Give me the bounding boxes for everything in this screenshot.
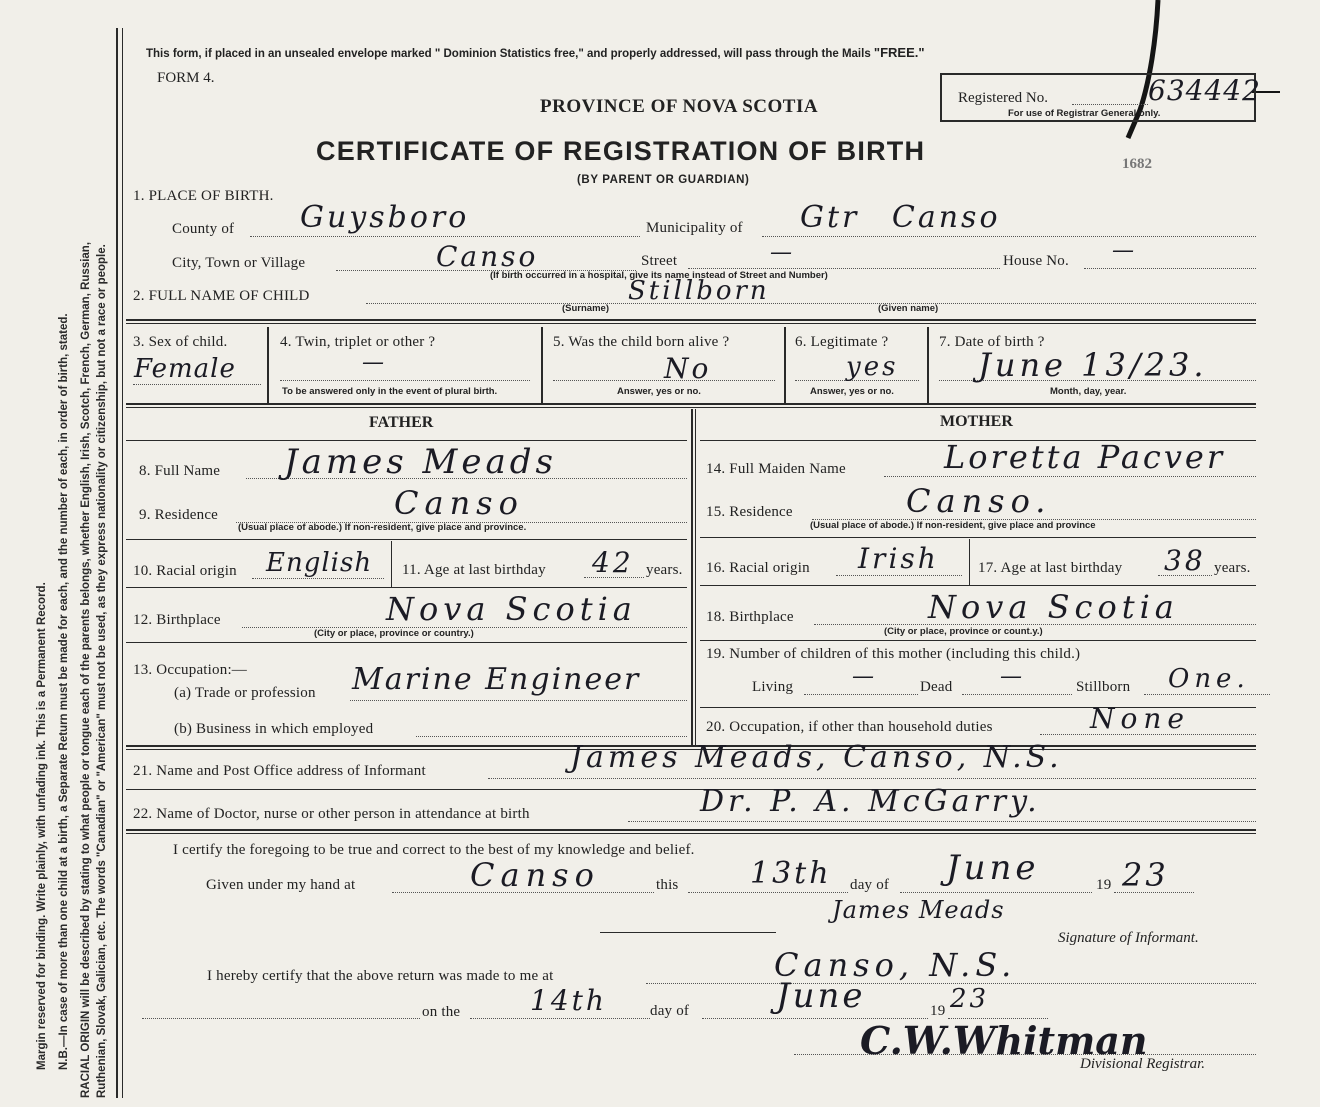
twin-line [280,380,530,381]
year-prefix: 19 [1096,877,1112,893]
municipality-value: Gtr Canso [800,200,1001,235]
child-name-line [366,303,1256,304]
mother-racial-value: Irish [858,542,939,575]
registered-number-value: 634442 [1148,74,1261,107]
month-value: June [946,848,1040,888]
mother-heading: MOTHER [940,413,1013,430]
mother-age-years: years. [1214,560,1251,576]
year-value: 23 [1122,856,1169,894]
mail-notice [146,45,925,60]
child-name-value: Stillborn [628,276,770,306]
legitimate-note: Answer, yes or no. [810,386,894,397]
living-label: Living [752,679,794,695]
surname-note: (Surname) [562,303,609,314]
dob-label: 7. Date of birth ? [939,334,1045,350]
born-alive-label: 5. Was the child born alive ? [553,334,730,350]
mother-racial-label: 16. Racial origin [706,560,810,576]
parent-divider-b [695,409,696,747]
informant-signature-label: Signature of Informant. [1058,930,1199,946]
informant-value: James Meads, Canso, N.S. [570,740,1063,775]
living-line [804,694,918,695]
business-line [416,736,687,737]
informant-signature: James Meads [832,896,1005,924]
county-value: Guysboro [300,200,470,235]
twin-note: To be answered only in the event of plural birth. [282,386,498,397]
dead-label: Dead [920,679,953,695]
doctor-label: 22. Name of Doctor, nurse or other person in attendance at birth [133,806,530,822]
father-rule-b [126,587,687,588]
mother-birthplace-label: 18. Birthplace [706,609,794,625]
margin-rule-outer [116,28,118,1098]
mother-age-value: 38 [1164,544,1206,577]
dead-line [962,694,1072,695]
dead-value: — [1000,664,1025,689]
certificate-subtitle: (BY PARENT OR GUARDIAN) [577,174,750,186]
father-birthplace-label: 12. Birthplace [133,612,221,628]
registrar-day-of-label: day of [650,1003,690,1019]
mother-residence-note: (Usual place of abode.) If non-resident, give place and province [810,520,1096,531]
col-div-2 [541,327,543,403]
doctor-value: Dr. P. A. McGarry. [700,784,1041,819]
given-place-value: Canso [470,856,600,894]
dob-value: June 13/23. [978,346,1208,384]
margin-note-binding: Margin reserved for binding. Write plainly, with unfading ink. This is a Permanent Record. [36,582,48,1070]
mother-birthplace-note: (City or place, province or count.y.) [884,626,1043,637]
father-age-value: 42 [592,546,634,579]
municipality-label: Municipality of [646,220,743,236]
city-label: City, Town or Village [172,255,306,271]
month-line [900,892,1092,893]
sex-label: 3. Sex of child. [133,334,228,350]
mother-rule-b [700,585,1256,586]
rule-2b [126,407,1256,408]
margin-rule-inner [122,28,123,1098]
col-div-1 [267,327,269,403]
rule-5b [126,833,1256,834]
child-name-label: 2. FULL NAME OF CHILD [133,288,310,304]
mother-name-label: 14. Full Maiden Name [706,461,846,477]
rule-1 [126,319,1256,321]
informant-label: 21. Name and Post Office address of Informant [133,763,426,779]
margin-note-plural: N.B.—In case of more than one child at a birth, a Separate Return must be made for each, and the number of each, in order of birth, stated. [58,313,70,1070]
registrar-leading-line [142,1018,420,1019]
registrar-statement: I hereby certify that the above return was made to me at [207,968,554,984]
father-residence-note: (Usual place of abode.) If non-resident, give place and province. [238,522,527,533]
living-value: — [852,664,877,689]
street-line [688,268,1000,269]
mother-residence-value: Canso. [906,482,1052,520]
children-count-label: 19. Number of children of this mother (including this child.) [706,646,1081,662]
sex-line [133,384,261,385]
stillborn-label: Stillborn [1076,679,1131,695]
col-div-3 [784,327,786,403]
day-line [688,892,848,893]
dob-note: Month, day, year. [1050,386,1127,397]
registrar-title-label: Divisional Registrar. [1080,1056,1206,1072]
legitimate-value: yes [846,352,899,382]
mother-birthplace-value: Nova Scotia [928,588,1179,626]
given-name-note: (Given name) [878,303,939,314]
mother-occupation-value: None [1090,702,1190,735]
county-label: County of [172,221,235,237]
father-heading: FATHER [369,414,434,431]
municipality-line [762,236,1256,237]
hospital-note: (If birth occurred in a hospital, give its name instead of Street and Number) [490,270,828,281]
registrar-use-note: For use of Registrar General only. [1008,108,1161,119]
certify-statement: I certify the foregoing to be true and correct to the best of my knowledge and belief. [173,842,695,858]
trade-value: Marine Engineer [352,662,641,697]
city-value: Canso [436,240,539,273]
business-label: (b) Business in which employed [174,721,374,737]
stillborn-value: One. [1168,664,1250,694]
occupation-label: 13. Occupation:— [133,662,248,678]
rule-5 [126,829,1256,831]
given-label: Given under my hand at [206,877,356,893]
registrar-day-value: 14th [530,984,607,1017]
mother-name-line [884,476,1256,477]
registrar-day-line [470,1018,650,1019]
mother-rule-c [700,640,1256,641]
form-number: FORM 4. [157,70,215,86]
born-alive-note: Answer, yes or no. [617,386,701,397]
mother-occupation-label: 20. Occupation, if other than household duties [706,719,993,735]
house-line [1084,268,1256,269]
registrar-year-prefix: 19 [930,1003,946,1019]
trade-line [350,700,687,701]
stillborn-line [1144,694,1270,695]
mother-racial-divider [969,539,970,585]
house-value: — [1112,238,1137,263]
registered-label: Registered No. [958,90,1048,106]
margin-note-racial: RACIAL ORIGIN will be described by stating to what people or tongue each of the parents belongs, whether English, Irish, Scotch, French, German, Russian, [80,241,92,1098]
father-rule-c [126,642,687,643]
registrar-signature: C.W.Whitman [860,1018,1148,1063]
father-name-value: James Meads [284,442,557,482]
parent-divider [691,409,693,747]
certificate-title: CERTIFICATE OF REGISTRATION OF BIRTH [316,136,926,166]
mother-age-label: 17. Age at last birthday [978,560,1123,576]
father-racial-line [252,578,384,579]
registrar-year-value: 23 [950,984,990,1014]
father-age-label: 11. Age at last birthday [402,562,546,578]
born-alive-value: No [664,352,712,385]
rule-1b [126,323,1256,324]
mother-rule-a [700,537,1256,538]
county-line [250,236,640,237]
house-label: House No. [1003,253,1069,269]
day-of-label: day of [850,877,890,893]
registrar-place-value: Canso, N.S. [774,946,1017,984]
province-heading: PROVINCE OF NOVA SCOTIA [540,96,819,117]
legitimate-label: 6. Legitimate ? [795,334,889,350]
col-div-4 [927,327,929,403]
trade-label: (a) Trade or profession [174,685,316,701]
street-value: — [770,240,795,265]
on-the-label: on the [422,1004,461,1020]
twin-value: — [362,350,387,375]
doctor-line [628,821,1256,822]
mother-name-value: Loretta Pacver [944,438,1226,476]
mail-notice-text: This form, if placed in an unsealed envelope marked " Dominion Statistics free," and properly addressed, will pass through the Mails [146,48,871,60]
father-birthplace-note: (City or place, province or country.) [314,628,474,639]
registered-dots [1072,104,1148,105]
mail-notice-free: "FREE." [873,45,925,60]
sex-value: Female [134,354,236,384]
margin-note-racial-cont: Ruthenian, Slovak, Galician, etc. The words "Canadian" or "American" must not be used, as they express nationality or citizenship, but not a race or people. [96,244,108,1098]
father-heading-rule [126,440,687,441]
father-residence-label: 9. Residence [139,507,219,523]
rule-2 [126,403,1256,405]
father-rule-a [126,539,687,540]
father-racial-value: English [266,548,373,578]
street-label: Street [641,253,678,269]
father-racial-label: 10. Racial origin [133,563,237,579]
mother-residence-label: 15. Residence [706,504,793,520]
this-label: this [656,877,679,893]
informant-line [488,778,1256,779]
father-name-label: 8. Full Name [139,463,221,479]
twin-label: 4. Twin, triplet or other ? [280,334,436,350]
father-residence-value: Canso [394,484,524,522]
registrar-month-value: June [776,976,866,1016]
rule-4 [126,789,1256,790]
side-number: 1682 [1122,156,1152,172]
father-racial-divider [391,541,392,587]
informant-signature-rule [600,932,776,933]
place-of-birth-heading: 1. PLACE OF BIRTH. [133,188,274,204]
day-value: 13th [750,856,832,891]
father-birthplace-value: Nova Scotia [386,590,637,628]
father-age-years: years. [646,562,683,578]
mother-racial-line [836,575,962,576]
